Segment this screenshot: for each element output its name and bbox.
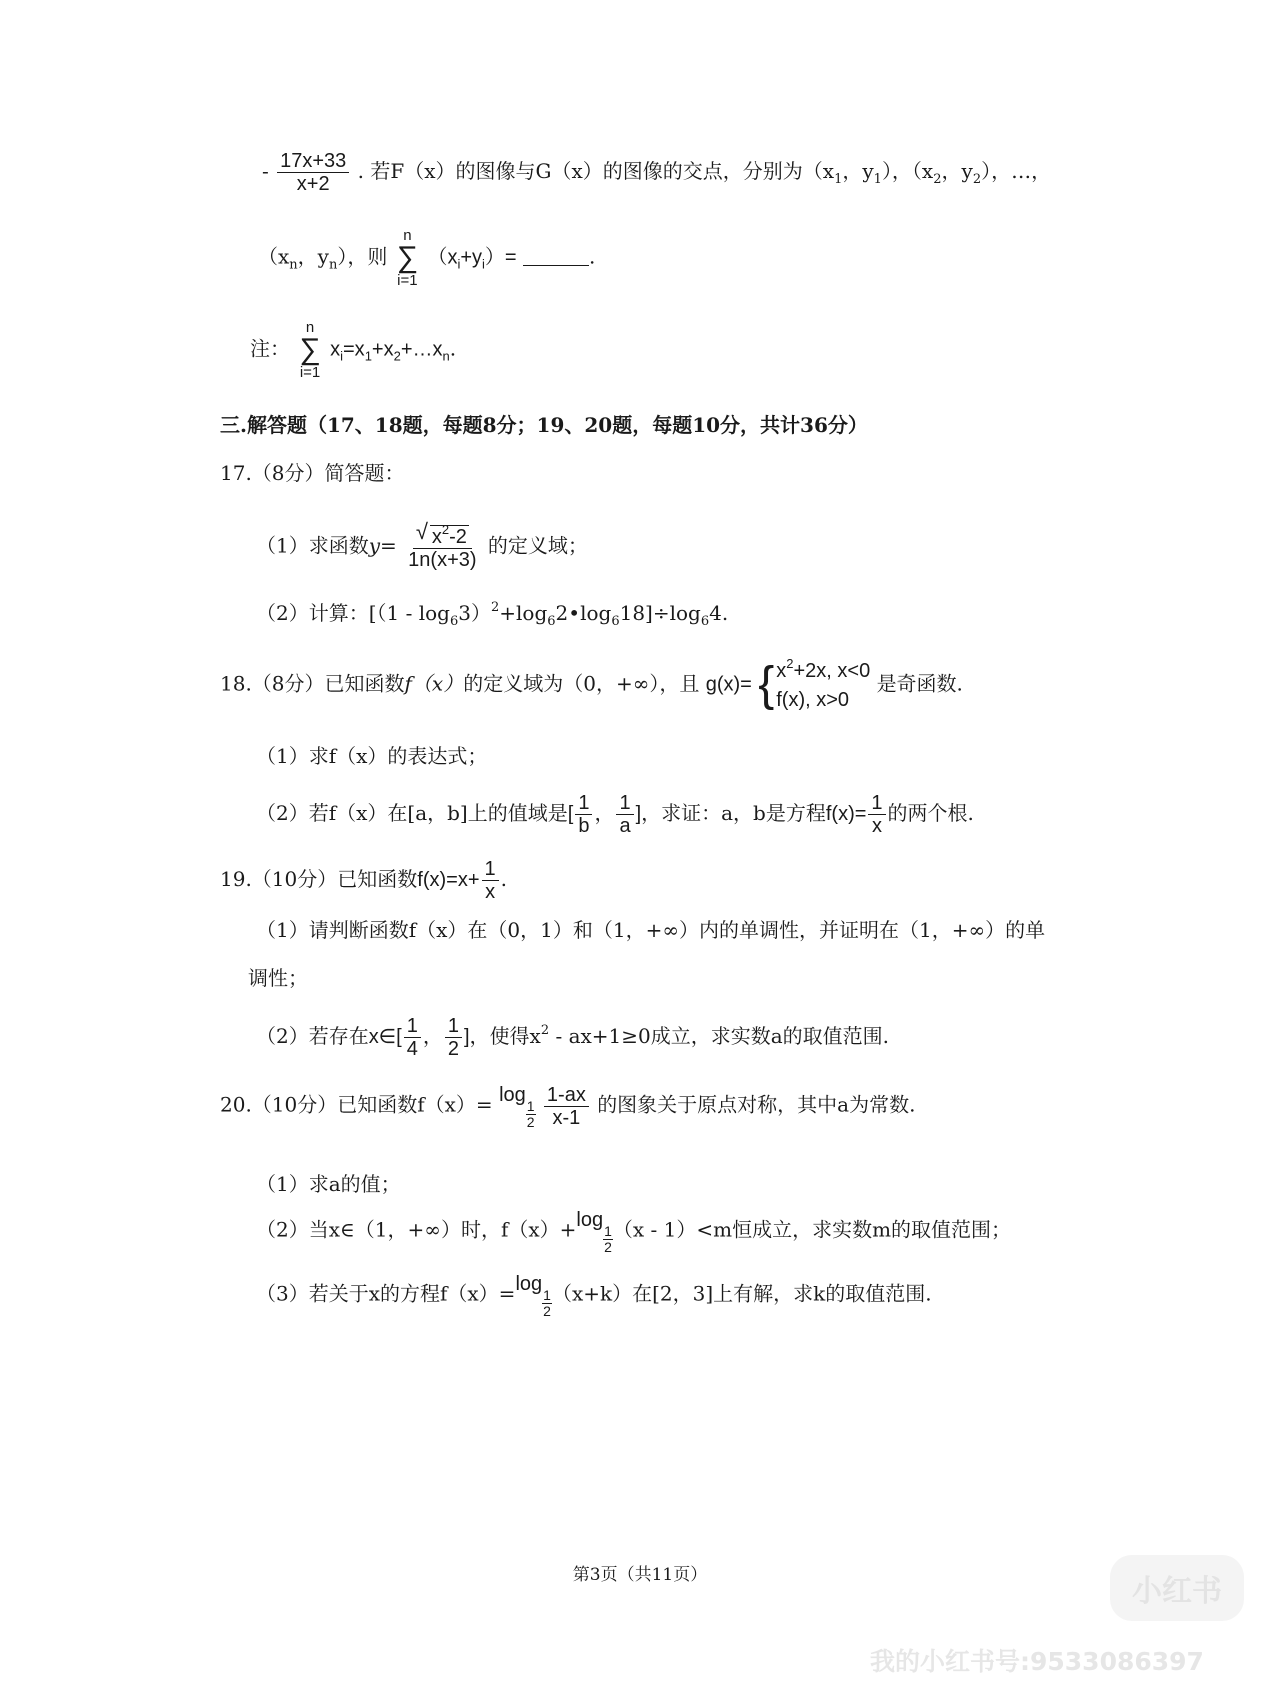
sqrt-symbol: [415, 519, 469, 548]
q18-text: 是奇函数.: [876, 671, 963, 696]
subscript: 2: [972, 172, 982, 187]
superscript: 2: [490, 600, 500, 615]
element-of: x∈: [368, 1026, 397, 1048]
q17-p2-text: 2•log: [555, 601, 612, 625]
bracket: ]: [463, 1026, 470, 1048]
period: .: [500, 867, 507, 891]
q20-text: 的图象关于原点对称，其中a为常数.: [597, 1092, 916, 1117]
frac-numerator: [413, 519, 472, 549]
q16-text: ，y: [842, 159, 874, 183]
frac-denominator: 1n(x+3): [408, 549, 477, 571]
subscript: 6: [611, 614, 620, 629]
summation-symbol: [299, 320, 320, 380]
q17-head: 17.（8分）简答题：: [220, 461, 405, 485]
radicand: x: [431, 526, 442, 548]
var-y: y=: [368, 533, 397, 558]
note-expr: +…x: [400, 338, 443, 361]
piecewise-definition: [758, 655, 870, 715]
q18-part1: （1）求f（x）的表达式；: [256, 744, 488, 768]
q18-head: [220, 655, 963, 715]
q16-text: （x: [258, 244, 290, 269]
subscript: 2: [393, 348, 401, 364]
q19-part1-line2: 调性；: [248, 966, 308, 990]
q16-text: . 若F（x）的图像与G（x）的图像的交点，分别为（x: [357, 159, 835, 183]
q20-part1: （1）求a的值；: [256, 1172, 401, 1196]
q16-text: ，y: [297, 244, 329, 269]
bracket: [: [567, 803, 574, 825]
frac-numerator: 17x+33: [277, 150, 349, 173]
subscript: 6: [700, 614, 710, 629]
case-expr: +2x, x<0: [793, 660, 871, 682]
subscript: n: [442, 348, 450, 364]
note-expr: +x: [371, 338, 394, 361]
fraction-1-over-b: [575, 792, 592, 837]
q17-part1: [256, 519, 588, 571]
frac-denominator: x: [485, 881, 496, 903]
q17-p2-text: 3）: [458, 601, 491, 625]
log-base-half: [515, 1272, 552, 1318]
answer-blank[interactable]: [523, 247, 589, 266]
case-expr: x: [776, 660, 787, 682]
frac-numerator: 1: [575, 792, 592, 815]
frac-numerator: 1: [482, 858, 499, 881]
bracket: ]: [635, 803, 642, 825]
q19-p2-text: ，使得x: [469, 1024, 541, 1048]
q20-head: [220, 1083, 915, 1129]
subscript: n: [328, 257, 338, 273]
superscript: 2: [441, 522, 450, 537]
q16-line2: [258, 228, 595, 288]
subscript: i: [457, 256, 461, 272]
q17-p1-text: （1）求函数: [256, 533, 369, 558]
q19-p2-text: （2）若存在: [256, 1024, 369, 1048]
left-brace-icon: {: [758, 658, 775, 711]
frac-denominator: a: [619, 815, 631, 837]
period: .: [449, 336, 457, 361]
log-text: log: [515, 1273, 543, 1295]
q20-p3-text: （3）若关于x的方程f（x）=: [256, 1281, 516, 1306]
q17-p2-text: （2）计算：[（1 - log: [256, 601, 450, 625]
case-2: f(x), x>0: [776, 689, 850, 711]
base-numerator: 1: [543, 1287, 551, 1303]
q18-p2-text: ，求证：a，b是方程: [641, 801, 826, 825]
q18-text: 的定义域为（0，+∞），且: [463, 671, 700, 696]
fraction-1-over-2: [445, 1015, 462, 1060]
sum-expression: ）=: [484, 246, 517, 269]
q20-p2-text: （x - 1）<m恒成立，求实数m的取值范围；: [612, 1217, 1012, 1242]
section-3-title: 三.解答题（17、18题，每题8分；19、20题，每题10分，共计36分）: [220, 413, 868, 437]
subscript: 1: [834, 172, 843, 187]
frac-denominator: x-1: [552, 1106, 581, 1129]
bracket: [: [396, 1026, 402, 1048]
q17-p2-text: +log: [499, 601, 548, 625]
log-text: log: [576, 1209, 604, 1231]
frac-numerator: 1-ax: [544, 1084, 589, 1107]
case-1: [776, 655, 870, 686]
sum-upper-limit: n: [403, 227, 412, 244]
q18-text: 18.（8分）已知函数: [220, 671, 405, 696]
subscript: 6: [449, 614, 459, 629]
note-expr: =x: [343, 338, 365, 361]
sum-lower-limit: i=1: [397, 272, 418, 289]
watermark-account: 我的小红书号:9533086397: [870, 1647, 1204, 1676]
base-denominator: 2: [604, 1238, 612, 1255]
q16-text: ，y: [941, 159, 973, 183]
superscript: 2: [786, 656, 794, 671]
q16-text: ），（x: [881, 159, 934, 183]
sum-lower-limit: i=1: [299, 364, 321, 381]
frac-numerator: 1: [616, 792, 633, 815]
frac-denominator: 4: [406, 1038, 418, 1060]
q18-part2: [256, 792, 974, 837]
note-expr: x: [330, 338, 341, 361]
frac-numerator: 1: [445, 1015, 462, 1038]
page-footer: 第3页（共11页）: [572, 1565, 708, 1585]
comma: ，: [594, 801, 615, 825]
base-numerator: 1: [604, 1223, 612, 1239]
func-f: f（x）: [404, 671, 464, 696]
q19-part2: [256, 1015, 889, 1060]
frac-denominator: x: [871, 815, 882, 837]
subscript: 6: [547, 614, 556, 629]
sigma-icon: ∑: [299, 333, 321, 366]
subscript: i: [482, 256, 485, 272]
subscript: 2: [933, 172, 942, 187]
q19-part1-line1: （1）请判断函数f（x）在（0，1）和（1，+∞）内的单调性，并证明在（1，+∞）的单: [256, 918, 1046, 942]
frac-denominator: x+2: [296, 173, 330, 195]
subscript: 1: [873, 172, 882, 187]
q18-p2-text: （2）若f（x）在[a，b]上的值域是: [256, 801, 568, 825]
fraction-1-over-x: [868, 792, 885, 837]
frac-numerator: 1: [868, 792, 885, 815]
subscript: 1: [364, 348, 372, 364]
equation: f(x)=x+: [417, 869, 480, 891]
q17-p2-text: 18]÷log: [619, 601, 701, 625]
equation: f(x)=: [825, 803, 867, 825]
q16-line1: [262, 150, 1051, 195]
base-denominator: 2: [526, 1113, 535, 1130]
q19-head: [220, 858, 507, 903]
q17-p2-text: 4.: [709, 601, 729, 625]
q19-p2-text: - ax+1≥0成立，求实数a的取值范围.: [549, 1024, 890, 1048]
minus-sign: -: [262, 159, 269, 183]
subscript: n: [289, 257, 298, 273]
superscript: 2: [540, 1023, 550, 1038]
q18-p2-text: 的两个根.: [887, 801, 974, 825]
sum-expression: （x: [427, 246, 458, 269]
frac-denominator: b: [578, 815, 590, 837]
note-label: 注：: [250, 336, 290, 361]
radicand: -2: [449, 526, 467, 548]
q16-text: ），…，: [981, 159, 1052, 183]
q16-text: ），则: [337, 244, 388, 269]
sigma-icon: ∑: [396, 241, 419, 274]
frac-denominator: 2: [447, 1038, 459, 1060]
q20-p2-text: （2）当x∈（1，+∞）时，f（x）+: [256, 1217, 577, 1242]
sum-expression: +y: [460, 246, 483, 269]
xiaohongshu-logo: 小红书: [1110, 1555, 1244, 1621]
q20-text: 20.（10分）已知函数f（x）=: [220, 1092, 493, 1117]
fraction-1-over-4: [404, 1015, 421, 1060]
period: .: [588, 244, 596, 269]
q17-p1-text: 的定义域；: [487, 533, 588, 558]
fraction-sqrt-over-ln: [405, 519, 479, 571]
q19-text: 19.（10分）已知函数: [220, 867, 418, 891]
q17-part2: [256, 600, 728, 630]
base-numerator: 1: [526, 1098, 535, 1114]
q20-p3-text: （x+k）在[2，3]上有解，求k的取值范围.: [551, 1281, 932, 1306]
fraction-1-over-x: [482, 858, 499, 903]
log-text: log: [499, 1084, 526, 1106]
summation-symbol: [397, 228, 418, 288]
q20-part2: [256, 1208, 1011, 1254]
fraction-1-over-a: [616, 792, 633, 837]
fraction-1-ax-over-x-1: [544, 1084, 589, 1129]
log-base-half: [576, 1208, 613, 1254]
log-base-half: [499, 1083, 536, 1129]
comma: ，: [422, 1024, 443, 1048]
frac-numerator: 1: [404, 1015, 421, 1038]
subscript: i: [340, 348, 343, 364]
radical-icon: √: [415, 519, 428, 544]
fraction-17x33-over-x2: [277, 150, 349, 195]
sum-upper-limit: n: [305, 319, 315, 336]
q20-part3: [256, 1272, 932, 1318]
base-denominator: 2: [543, 1302, 551, 1319]
note-line: [250, 320, 456, 380]
func-g: g(x)=: [705, 673, 752, 696]
